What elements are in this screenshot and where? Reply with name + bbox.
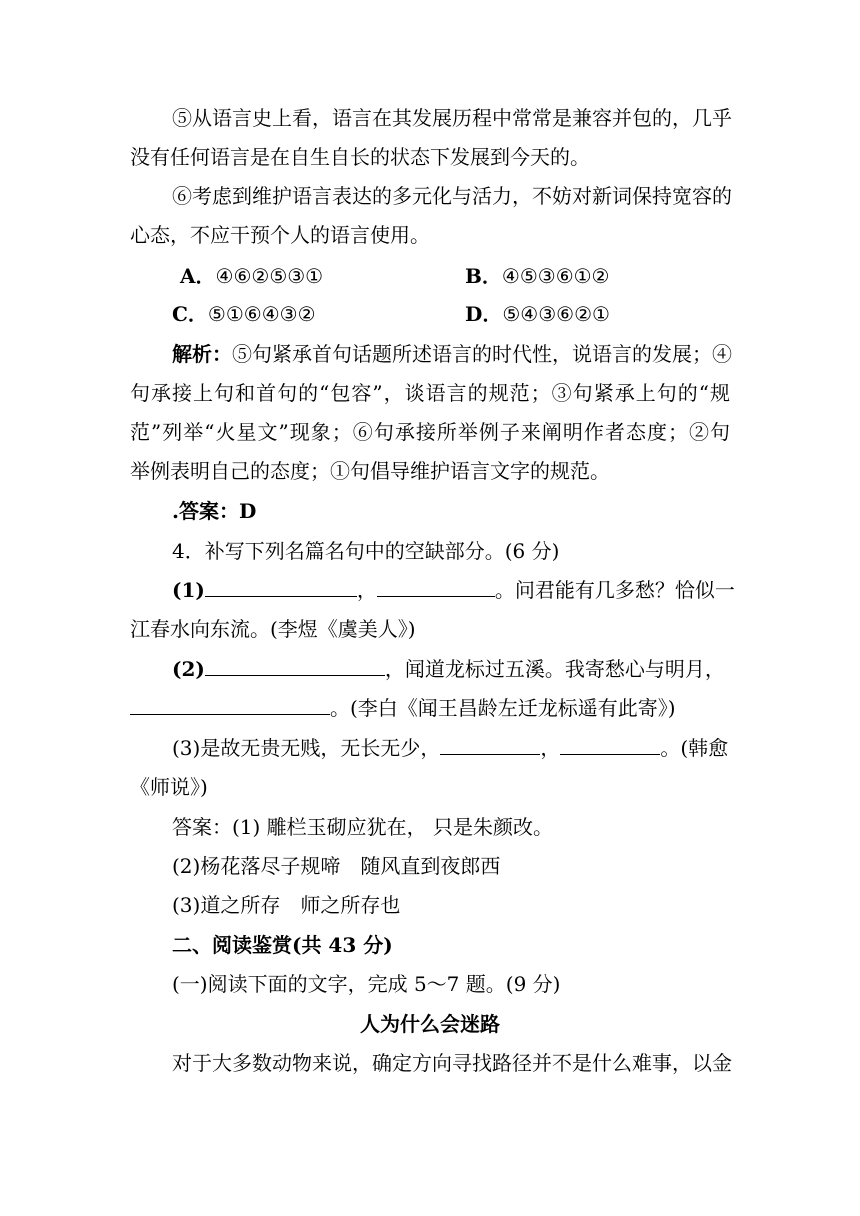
sentence-6-line-1: ⑥考虑到维护语言表达的多元化与活力，不妨对新词保持宽容的 xyxy=(172,184,732,208)
option-b-text: ④⑤③⑥①② xyxy=(501,264,610,288)
analysis-line-1 xyxy=(172,340,730,368)
option-d xyxy=(465,300,610,328)
q4-item-2-line-2 xyxy=(130,694,730,722)
blank-3[interactable] xyxy=(205,655,385,676)
article-title: 人为什么会迷路 xyxy=(360,1012,500,1036)
blank-6[interactable] xyxy=(560,734,660,755)
item-2-line-2-rest: 。(李白《闻王昌龄左迁龙标遥有此寄》) xyxy=(330,696,676,720)
q3-answer: .答案：D xyxy=(172,499,257,523)
option-c-letter: C． xyxy=(172,302,208,326)
q4-answer-line-2: (2)杨花落尽子规啼 随风直到夜郎西 xyxy=(172,854,501,878)
sentence-5-line-1: ⑤从语言史上看，语言在其发展历程中常常是兼容并包的，几乎 xyxy=(172,106,732,130)
section-sub-heading: (一)阅读下面的文字，完成 5～7 题。(9 分) xyxy=(172,972,561,996)
option-a xyxy=(180,262,323,290)
item-1-rest: 。问君能有几多愁？恰似一 xyxy=(494,578,735,602)
sentence-6-line-2: 心态，不应干预个人的语言使用。 xyxy=(130,223,430,247)
option-b xyxy=(465,262,609,290)
option-a-letter: A． xyxy=(180,264,216,288)
item-3-rest: 。(韩愈 xyxy=(660,736,729,760)
q4-item-1-line-2: 江春水向东流。(李煜《虞美人》) xyxy=(130,617,416,641)
item-1-comma: ， xyxy=(356,578,377,602)
analysis-line-4: 举例表明自己的态度；①句倡导维护语言文字的规范。 xyxy=(130,459,610,483)
option-a-text: ④⑥②⑤③① xyxy=(215,264,324,288)
article-first-line: 对于大多数动物来说，确定方向寻找路径并不是什么难事，以金 xyxy=(172,1051,732,1075)
sentence-5-line-2: 没有任何语言是在自生自长的状态下发展到今天的。 xyxy=(130,145,590,169)
analysis-line-1-text: ⑤句紧承首句话题所述语言的时代性，说语言的发展；④ xyxy=(232,342,732,366)
blank-1[interactable] xyxy=(205,576,357,597)
q4-item-2-line-1 xyxy=(172,655,730,683)
q4-title: 4．补写下列名篇名句中的空缺部分。(6 分) xyxy=(172,539,560,563)
q4-answer-line-3: (3)道之所存 师之所存也 xyxy=(172,893,401,917)
option-d-letter: D． xyxy=(465,302,503,326)
analysis-line-3: 范”列举“火星文”现象；⑥句承接所举例子来阐明作者态度；②句 xyxy=(130,420,730,444)
item-3-comma: ， xyxy=(540,736,561,760)
item-1-number: (1) xyxy=(172,578,205,602)
option-d-text: ⑤④③⑥②① xyxy=(502,302,610,326)
item-2-number: (2) xyxy=(172,657,205,681)
item-2-rest: ，闻道龙标过五溪。我寄愁心与明月， xyxy=(384,657,725,681)
blank-2[interactable] xyxy=(377,576,495,597)
analysis-line-2: 句承接上句和首句的“包容”，谈语言的规范；③句紧承上句的“规 xyxy=(130,381,730,405)
item-3-text: (3)是故无贵无贱，无长无少， xyxy=(172,736,441,760)
q4-answer-line-1: 答案：(1) 雕栏玉砌应犹在， 只是朱颜改。 xyxy=(172,815,554,839)
analysis-label: 解析： xyxy=(172,342,232,366)
q4-item-1-line-1 xyxy=(172,576,735,604)
q4-item-3-line-1 xyxy=(172,734,730,762)
option-b-letter: B． xyxy=(465,264,502,288)
option-c-text: ⑤①⑥④③② xyxy=(207,302,316,326)
q4-item-3-line-2: 《师说》) xyxy=(130,775,208,799)
option-c xyxy=(172,300,316,328)
blank-5[interactable] xyxy=(440,734,540,755)
blank-4[interactable] xyxy=(130,694,330,715)
section-heading: 二、阅读鉴赏(共 43 分) xyxy=(172,933,393,957)
